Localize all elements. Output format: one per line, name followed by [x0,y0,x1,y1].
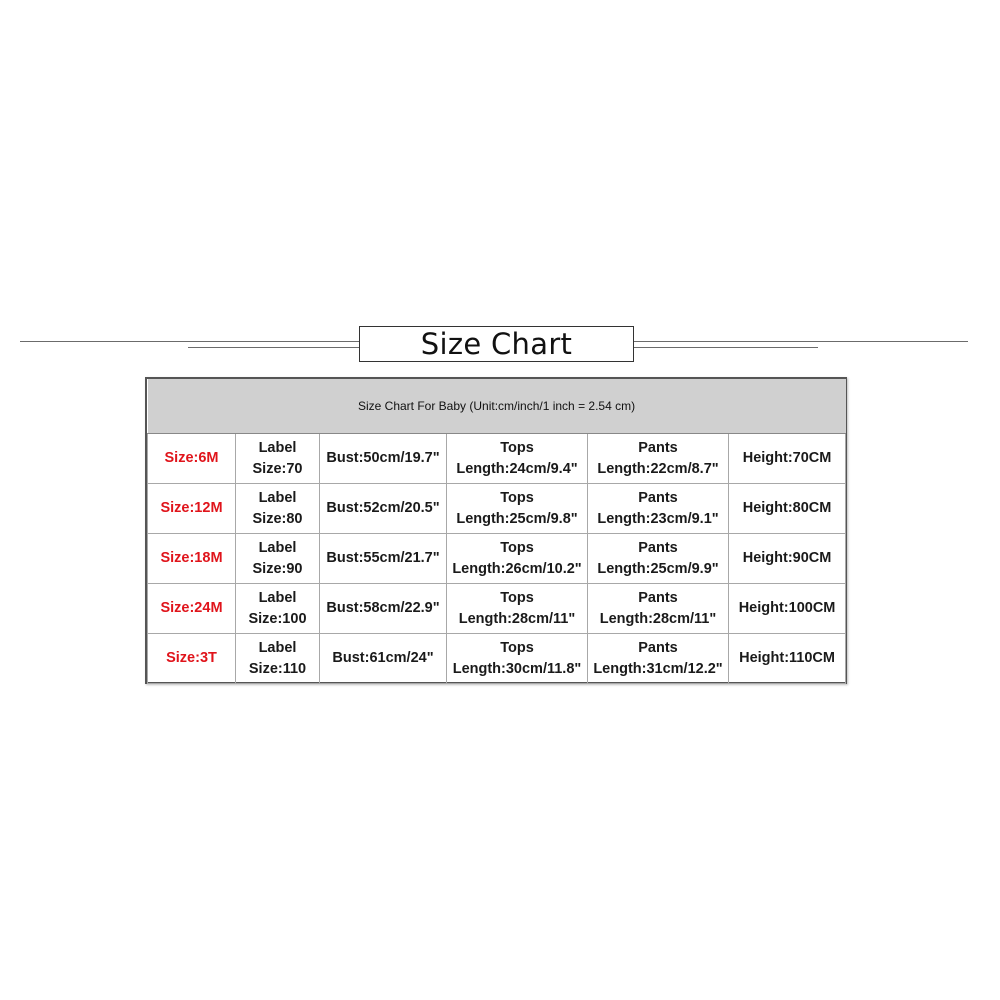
height-cell-text: Height:70CM [742,450,832,466]
table-row [148,484,846,534]
label-size-cell-text: Label [258,489,297,506]
table-row [148,634,846,684]
tops-length-cell-text: Length:28cm/11" [458,610,576,627]
tops-length-cell-text: Length:25cm/9.8" [456,510,578,527]
pants-length-cell-text: Length:22cm/8.7" [597,460,719,477]
bust-cell [320,634,447,684]
pants-length-cell-text: Pants [638,539,678,556]
size-rows [148,434,846,684]
label-size-cell [236,484,320,534]
pants-length-cell-text: Length:31cm/12.2" [593,660,723,677]
size-chart-table [147,379,846,684]
size-cell [148,584,236,634]
tops-length-cell-text: Tops [500,439,534,456]
height-cell-text: Height:90CM [742,550,832,566]
size-cell-text: Size:3T [166,650,217,666]
pants-length-cell-text: Pants [638,589,678,606]
pants-length-cell [588,434,729,484]
height-cell [729,484,846,534]
pants-length-cell-text: Length:23cm/9.1" [597,510,719,527]
tops-length-cell-text: Tops [500,489,534,506]
label-size-cell-text: Label [258,589,297,606]
size-cell-text: Size:6M [164,450,219,466]
label-size-cell-text: Label [258,539,297,556]
size-cell [148,484,236,534]
label-size-cell [236,634,320,684]
table-row [148,534,846,584]
pants-length-cell-text: Pants [638,639,678,656]
size-cell [148,634,236,684]
label-size-cell-text: Size:80 [252,510,303,527]
pants-length-cell-text: Pants [638,489,678,506]
tops-length-cell [447,534,588,584]
height-cell-text: Height:100CM [738,600,836,616]
bust-cell-text: Bust:50cm/19.7" [326,450,440,466]
table-caption: Size Chart For Baby (Unit:cm/inch/1 inch = 2.54 cm) [148,379,846,434]
label-size-cell-text: Label [258,639,297,656]
size-chart [145,377,847,684]
height-cell [729,534,846,584]
tops-length-cell [447,634,588,684]
table-row [148,584,846,634]
pants-length-cell [588,584,729,634]
tops-length-cell [447,434,588,484]
label-size-cell [236,434,320,484]
pants-length-cell-text: Length:25cm/9.9" [597,560,719,577]
height-cell [729,434,846,484]
size-cell [148,534,236,584]
pants-length-cell-text: Length:28cm/11" [599,610,717,627]
bust-cell [320,534,447,584]
label-size-cell [236,584,320,634]
tops-length-cell-text: Length:24cm/9.4" [456,460,578,477]
label-size-cell-text: Size:70 [252,460,303,477]
tops-length-cell-text: Length:30cm/11.8" [452,660,582,677]
pants-length-cell [588,534,729,584]
table-row [148,434,846,484]
bust-cell-text: Bust:61cm/24" [332,650,434,666]
height-cell-text: Height:80CM [742,500,832,516]
tops-length-cell-text: Tops [500,539,534,556]
label-size-cell [236,534,320,584]
size-cell [148,434,236,484]
bust-cell [320,484,447,534]
bust-cell [320,434,447,484]
bust-cell-text: Bust:52cm/20.5" [326,500,440,516]
pants-length-cell-text: Pants [638,439,678,456]
height-cell [729,584,846,634]
tops-length-cell-text: Tops [500,639,534,656]
bust-cell-text: Bust:58cm/22.9" [326,600,440,616]
size-cell-text: Size:18M [160,550,223,566]
size-cell-text: Size:24M [160,600,223,616]
tops-length-cell-text: Length:26cm/10.2" [452,560,582,577]
label-size-cell-text: Size:100 [248,610,307,627]
label-size-cell-text: Label [258,439,297,456]
label-size-cell-text: Size:110 [248,660,307,677]
page-title: Size Chart [359,326,634,362]
bust-cell [320,584,447,634]
pants-length-cell [588,634,729,684]
height-cell-text: Height:110CM [739,650,835,666]
height-cell [729,634,846,684]
label-size-cell-text: Size:90 [252,560,303,577]
size-cell-text: Size:12M [160,500,223,516]
pants-length-cell [588,484,729,534]
tops-length-cell [447,484,588,534]
bust-cell-text: Bust:55cm/21.7" [326,550,440,566]
tops-length-cell-text: Tops [500,589,534,606]
tops-length-cell [447,584,588,634]
